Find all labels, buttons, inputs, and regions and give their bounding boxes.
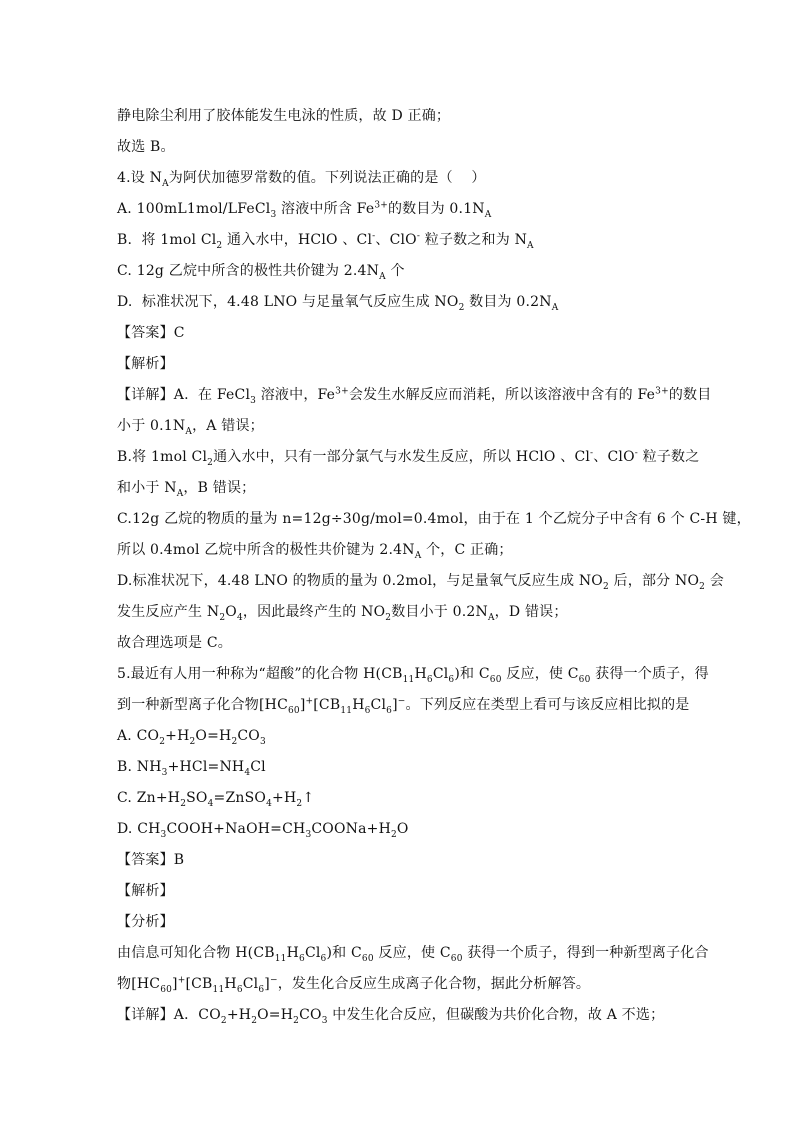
- text-run: 获得一个质子，得到一种新型离子化合: [462, 945, 709, 961]
- text-line-heading: [117, 907, 687, 938]
- superscript: −: [269, 975, 278, 986]
- text-run: 获得一个质子，得: [590, 666, 709, 682]
- subscript: 6: [236, 984, 243, 995]
- text-line-option: [117, 752, 687, 783]
- subscript: 2: [251, 1015, 258, 1026]
- subscript: 60: [578, 674, 591, 685]
- text-run: 的数目: [668, 387, 712, 403]
- superscript: -: [590, 448, 594, 459]
- text-run: 小于 0.1N: [117, 418, 186, 434]
- text-run: 会发生水解反应而消耗，所以该溶液中含有的 Fe: [348, 387, 656, 403]
- text-line-question: [117, 163, 687, 194]
- subscript: 6: [448, 674, 455, 685]
- subscript: 11: [402, 674, 415, 685]
- text-line-text: [117, 504, 751, 535]
- text-line-text: [117, 938, 709, 969]
- subscript: 2: [219, 612, 226, 623]
- text-line-text: [117, 380, 712, 411]
- text-run: Cl: [370, 697, 387, 713]
- text-run: 、ClO: [375, 232, 417, 248]
- text-line-option: [117, 814, 687, 845]
- text-run: +H: [226, 1007, 252, 1023]
- subscript: 60: [450, 953, 463, 964]
- subscript: A: [484, 209, 492, 220]
- text-run: 通入水中，只有一部分氯气与水发生反应，所以 HClO 、Cl: [213, 449, 591, 465]
- text-run: 。下列反应在类型上看可与该反应相比拟的是: [405, 697, 690, 713]
- text-run: 数目小于 0.2N: [391, 604, 488, 620]
- text-run: 5.最近有人用一种称为“超酸”的化合物 H(CB: [117, 666, 403, 682]
- document-content: [117, 101, 751, 1031]
- subscript: A: [414, 550, 422, 561]
- text-run: [CB: [185, 976, 213, 992]
- text-run: ↑: [302, 790, 315, 806]
- subscript: 11: [340, 705, 353, 716]
- subscript: 6: [320, 953, 327, 964]
- text-line-text: [117, 597, 687, 628]
- text-run: 粒子数之: [638, 449, 700, 465]
- text-run: ，因此最终产生的 NO: [242, 604, 386, 620]
- superscript: +: [305, 696, 314, 707]
- text-run: 故合理选项是 C。: [117, 635, 232, 651]
- subscript: A: [551, 302, 559, 313]
- text-run: 通入水中，HClO 、Cl: [222, 232, 373, 248]
- text-run: 后，部分 NO: [608, 573, 700, 589]
- text-line-option: [117, 721, 687, 752]
- subscript: 60: [361, 953, 374, 964]
- subscript: 60: [160, 984, 173, 995]
- text-run: 反应，使 C: [373, 945, 451, 961]
- superscript: −: [397, 696, 406, 707]
- text-run: 反应，使 C: [501, 666, 579, 682]
- text-line-text: [117, 535, 687, 566]
- subscript: 4: [244, 767, 251, 778]
- text-run: 个，C 正确；: [421, 542, 513, 558]
- subscript: 6: [364, 705, 371, 716]
- subscript: 2: [159, 736, 166, 747]
- subscript: 2: [220, 1015, 227, 1026]
- subscript: A: [379, 271, 386, 282]
- text-run: CO: [299, 1007, 322, 1023]
- subscript: 3: [161, 767, 168, 778]
- text-line-text: [117, 628, 687, 659]
- text-run: COONa+H: [311, 821, 391, 837]
- text-run: O: [396, 821, 409, 837]
- subscript: 2: [699, 581, 706, 592]
- text-line-question: [117, 659, 709, 690]
- subscript: A: [162, 178, 169, 189]
- text-run: +H: [272, 790, 297, 806]
- text-run: 溶液中，Fe: [256, 387, 336, 403]
- text-run: 物[HC: [117, 976, 161, 992]
- text-run: Cl: [250, 759, 266, 775]
- text-run: 故选 B。: [117, 139, 175, 155]
- subscript: 2: [385, 612, 392, 623]
- text-run: 个: [385, 263, 405, 279]
- text-run: [CB: [313, 697, 341, 713]
- text-run: 到一种新型离子化合物[HC: [117, 697, 288, 713]
- superscript: 3+: [374, 200, 388, 211]
- text-run: 【详解】A. 在 FeCl: [117, 387, 251, 403]
- text-run: 和小于 N: [117, 480, 177, 496]
- text-run: D.标准状况下，4.48 LNO 的物质的量为 0.2mol，与足量氧气反应生成 NO: [117, 573, 603, 589]
- text-line-text: [117, 132, 687, 163]
- text-run: 【解析】: [117, 356, 174, 372]
- text-run: 为阿伏加德罗常数的值。下列说法正确的是（ ）: [168, 170, 486, 186]
- superscript: -: [372, 231, 376, 242]
- text-run: Cl: [242, 976, 259, 992]
- text-run: O=H: [195, 728, 232, 744]
- text-run: 【详解】A．CO: [117, 1007, 221, 1023]
- text-run: COOH+NaOH=CH: [166, 821, 306, 837]
- text-run: H: [352, 697, 365, 713]
- text-run: H: [414, 666, 427, 682]
- subscript: 3: [270, 209, 277, 220]
- text-run: ，发生化合反应生成离子化合物，据此分析解答。: [277, 976, 591, 992]
- text-line-answer: [117, 845, 687, 876]
- text-run: C.12g 乙烷的物质的量为 n=12g÷30g/mol=0.4mol，由于在 1 个乙烷分子中含有 6 个 C-H 键，: [117, 511, 751, 527]
- subscript: A: [527, 240, 534, 251]
- subscript: 6: [299, 953, 305, 964]
- subscript: 2: [390, 829, 397, 840]
- text-run: B. NH: [117, 759, 162, 775]
- subscript: 2: [180, 798, 187, 809]
- text-run: ]: [264, 976, 270, 992]
- text-run: 发生反应产生 N: [117, 604, 220, 620]
- text-run: +H: [165, 728, 190, 744]
- superscript: -: [416, 231, 421, 242]
- text-run: 【解析】: [117, 883, 174, 899]
- text-line-text: [117, 442, 700, 473]
- text-run: 【答案】B: [117, 852, 185, 868]
- text-line-question: [117, 690, 690, 721]
- subscript: 6: [426, 674, 433, 685]
- text-run: C. 12g 乙烷中所含的极性共价键为 2.4N: [117, 263, 380, 279]
- text-run: O: [225, 604, 237, 620]
- text-run: ，D 错误；: [494, 604, 568, 620]
- subscript: 4: [236, 612, 243, 623]
- text-run: ]: [392, 697, 398, 713]
- text-run: 所以 0.4mol 乙烷中所含的极性共价键为 2.4N: [117, 542, 415, 558]
- subscript: 2: [293, 1015, 300, 1026]
- text-run: B.将 1mol Cl: [117, 449, 208, 465]
- subscript: 2: [296, 798, 303, 809]
- superscript: -: [634, 448, 638, 459]
- text-line-answer: [117, 318, 687, 349]
- text-run: ]: [299, 697, 306, 713]
- text-run: ，B 错误；: [183, 480, 256, 496]
- subscript: 3: [321, 1015, 328, 1026]
- text-run: 由信息可知化合物 H(CB: [117, 945, 275, 961]
- subscript: 60: [287, 705, 300, 716]
- text-run: B. 将 1mol Cl: [117, 232, 217, 248]
- subscript: 4: [207, 798, 214, 809]
- subscript: 2: [207, 457, 214, 468]
- text-line-text: [117, 101, 687, 132]
- text-run: CO: [237, 728, 260, 744]
- text-run: 的数目为 0.1N: [387, 201, 485, 217]
- text-run: D. CH: [117, 821, 161, 837]
- superscript: 3+: [335, 386, 349, 397]
- text-run: A. 100mL1mol/LFeCl: [117, 201, 271, 217]
- text-line-text: [117, 566, 724, 597]
- subscript: 3: [250, 395, 257, 406]
- text-line-text: [117, 969, 687, 1000]
- text-line-heading: [117, 349, 687, 380]
- subscript: 2: [602, 581, 609, 592]
- text-run: 、ClO: [593, 449, 635, 465]
- text-run: 溶液中所含 Fe: [276, 201, 375, 217]
- text-line-text: [117, 473, 687, 504]
- text-run: ]: [172, 976, 178, 992]
- text-run: 【答案】C: [117, 325, 185, 341]
- subscript: 6: [258, 984, 265, 995]
- subscript: A: [176, 488, 184, 499]
- text-line-text: [117, 1000, 687, 1031]
- text-run: C. Zn+H: [117, 790, 181, 806]
- subscript: A: [487, 612, 495, 623]
- text-run: 粒子数之和为 N: [420, 232, 528, 248]
- text-line-option: [117, 287, 687, 318]
- subscript: 3: [160, 829, 167, 840]
- text-run: Cl: [432, 666, 449, 682]
- text-run: SO: [186, 790, 208, 806]
- superscript: 3+: [655, 386, 669, 397]
- subscript: 2: [231, 736, 238, 747]
- subscript: 2: [458, 302, 465, 313]
- text-run: )和 C: [454, 666, 490, 682]
- subscript: 2: [216, 240, 223, 251]
- text-run: D. 标准状况下，4.48 LNO 与足量氧气反应生成 NO: [117, 294, 459, 310]
- text-run: )和 C: [326, 945, 362, 961]
- text-line-option: [117, 194, 687, 225]
- subscript: 60: [489, 674, 502, 685]
- text-run: 中发生化合反应，但碳酸为共价化合物，故 A 不选；: [327, 1007, 665, 1023]
- text-run: =ZnSO: [213, 790, 267, 806]
- text-run: Cl: [304, 945, 321, 961]
- subscript: 3: [259, 736, 266, 747]
- text-line-heading: [117, 876, 687, 907]
- subscript: 11: [274, 953, 287, 964]
- text-run: 4.设 N: [117, 170, 163, 186]
- text-run: A. CO: [117, 728, 160, 744]
- text-run: +HCl=NH: [167, 759, 245, 775]
- text-run: H: [224, 976, 237, 992]
- text-run: ，A 错误；: [192, 418, 264, 434]
- text-line-option: [117, 783, 687, 814]
- subscript: 11: [212, 984, 225, 995]
- text-line-option: [117, 256, 687, 287]
- text-run: 静电除尘利用了胶体能发生电泳的性质，故 D 正确；: [117, 108, 451, 124]
- subscript: 2: [189, 736, 196, 747]
- text-run: H: [286, 945, 300, 961]
- subscript: 6: [386, 705, 393, 716]
- text-run: 数目为 0.2N: [464, 294, 552, 310]
- subscript: A: [185, 426, 193, 437]
- subscript: 3: [305, 829, 312, 840]
- text-line-text: [117, 411, 687, 442]
- subscript: 4: [266, 798, 273, 809]
- text-line-option: [117, 225, 687, 256]
- text-run: O=H: [257, 1007, 294, 1023]
- text-run: 【分析】: [117, 914, 174, 930]
- text-run: 会: [705, 573, 724, 589]
- superscript: +: [177, 975, 186, 986]
